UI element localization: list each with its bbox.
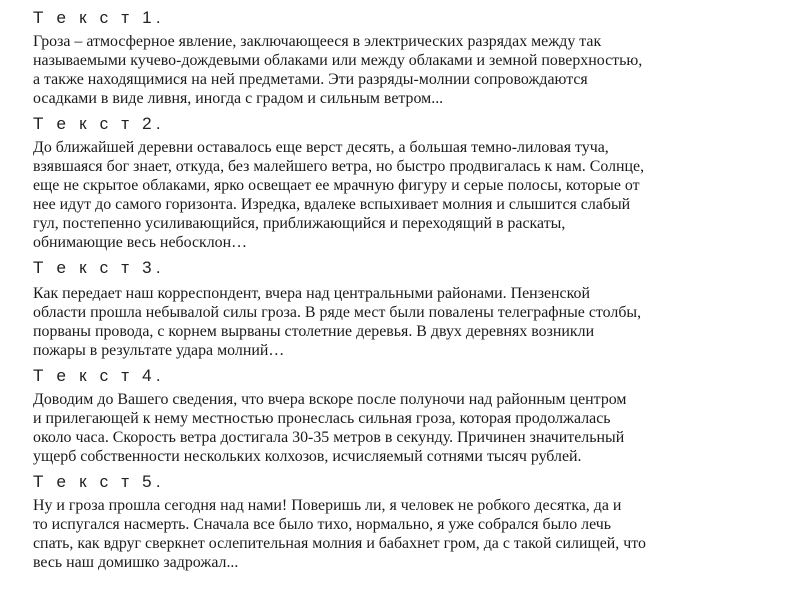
text-1-line-2: называемыми кучево-дождевыми облаками или между облаками и земной поверхностью, bbox=[33, 52, 643, 69]
text-4-line-2: и прилегающей к нему местностью пронеслась сильная гроза, которая продолжалась bbox=[33, 410, 611, 427]
text-5-paragraph bbox=[33, 496, 783, 572]
text-4-heading: Т е к с т 4. bbox=[33, 366, 165, 385]
text-3-line-3: порваны провода, с корнем вырваны столетние деревья. В двух деревнях возникли bbox=[33, 323, 595, 340]
text-1-paragraph bbox=[33, 32, 783, 108]
text-3-paragraph bbox=[33, 284, 783, 360]
text-1-heading: Т е к с т 1. bbox=[33, 8, 165, 27]
text-2-line-2: взявшаяся бог знает, откуда, без малейшего ветра, но быстро продвигалась к нам. Солнце, bbox=[33, 158, 645, 175]
text-3-line-1: Как передает наш корреспондент, вчера над центральными районами. Пензенской bbox=[33, 285, 590, 302]
text-2-line-6: обнимающие весь небосклон… bbox=[33, 234, 248, 251]
text-2-line-5: гул, постепенно усиливающийся, приближающийся и переходящий в раскаты, bbox=[33, 215, 566, 232]
text-2-heading: Т е к с т 2. bbox=[33, 114, 165, 133]
text-4-paragraph bbox=[33, 390, 783, 466]
text-4-line-3: около часа. Скорость ветра достигала 30-35 метров в секунду. Причинен значительный bbox=[33, 429, 625, 446]
text-2-line-4: нее идут до самого горизонта. Изредка, вдалеке вспыхивает молния и слышится слабый bbox=[33, 196, 631, 213]
text-5-heading: Т е к с т 5. bbox=[33, 472, 165, 491]
text-4-line-1: Доводим до Вашего сведения, что вчера вскоре после полуночи над районным центром bbox=[33, 391, 627, 408]
text-5-line-4: весь наш домишко задрожал... bbox=[33, 554, 239, 571]
text-2-line-3: еще не скрытое облаками, ярко освещает ее мрачную фигуру и серые полосы, которые от bbox=[33, 177, 640, 194]
text-4-line-4: ущерб собственности нескольких колхозов, исчисляемый сотнями тысяч рублей. bbox=[33, 448, 582, 465]
text-3-line-2: области прошла небывалой силы гроза. В ряде мест были повалены телеграфные столбы, bbox=[33, 304, 642, 321]
text-2-paragraph bbox=[33, 138, 783, 252]
text-3-heading: Т е к с т 3. bbox=[33, 258, 165, 277]
text-1-line-3: а также находящимися на ней предметами. Эти разряды-молнии сопровождаются bbox=[33, 71, 588, 88]
text-1-line-1: Гроза – атмосферное явление, заключающееся в электрических разрядах между так bbox=[33, 33, 602, 50]
text-3-line-4: пожары в результате удара молний… bbox=[33, 342, 285, 359]
text-5-line-3: спать, как вдруг сверкнет ослепительная молния и бабахнет гром, да с такой силищей, что bbox=[33, 535, 646, 552]
text-1-line-4: осадками в виде ливня, иногда с градом и сильным ветром... bbox=[33, 90, 444, 107]
text-5-line-2: то испугался насмерть. Сначала все было тихо, нормально, я уже собрался было лечь bbox=[33, 516, 612, 533]
text-2-line-1: До ближайшей деревни оставалось еще верст десять, а большая темно-лиловая туча, bbox=[33, 139, 609, 156]
text-5-line-1: Ну и гроза прошла сегодня над нами! Поверишь ли, я человек не робкого десятка, да и bbox=[33, 497, 622, 514]
